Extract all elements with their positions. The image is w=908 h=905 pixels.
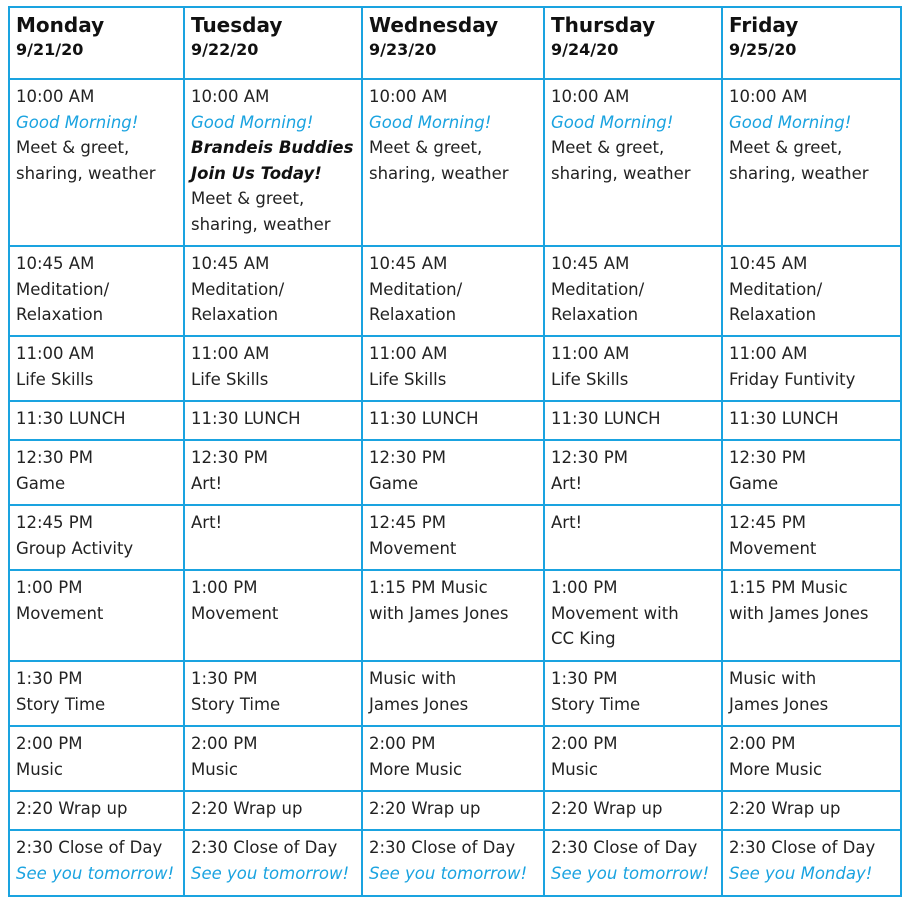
activity-text: 10:00 AM: [551, 87, 630, 106]
activity-text: Art!: [551, 513, 583, 532]
activity-text: 2:20 Wrap up: [369, 799, 481, 818]
activity-text: 2:30 Close of Day: [729, 838, 876, 857]
activity-text: 10:45 AM Meditation/ Relaxation: [191, 254, 285, 324]
day-header-friday: [722, 7, 901, 79]
highlight-text: See you tomorrow!: [551, 863, 710, 883]
schedule-cell: [9, 79, 184, 246]
schedule-cell: [544, 791, 722, 830]
activity-text: 12:30 PM Art!: [191, 448, 268, 493]
schedule-cell: [722, 336, 901, 401]
schedule-cell: [184, 246, 362, 336]
activity-text: 10:00 AM: [191, 87, 270, 106]
schedule-cell: [722, 79, 901, 246]
schedule-cell: [722, 440, 901, 505]
activity-text: 1:00 PM Movement with CC King: [551, 578, 679, 648]
activity-text: Meet & greet, sharing, weather: [191, 189, 331, 234]
highlight-text: See you tomorrow!: [191, 863, 350, 883]
activity-text: 11:00 AM Friday Funtivity: [729, 344, 856, 389]
day-name: Tuesday: [191, 13, 283, 37]
schedule-cell: [184, 570, 362, 661]
schedule-row-afternoon-activity: [9, 505, 901, 570]
activity-text: 12:45 PM Movement: [729, 513, 817, 558]
schedule-cell: [362, 440, 544, 505]
activity-text: 1:15 PM Music with James Jones: [369, 578, 509, 623]
schedule-cell: [544, 726, 722, 791]
activity-text: 12:30 PM Game: [16, 448, 93, 493]
activity-text: Meet & greet, sharing, weather: [729, 138, 869, 183]
schedule-row-music: [9, 726, 901, 791]
activity-text: Meet & greet, sharing, weather: [551, 138, 691, 183]
activity-text: 1:00 PM Movement: [16, 578, 104, 623]
highlight-text: See you tomorrow!: [369, 863, 528, 883]
schedule-cell: [544, 570, 722, 661]
activity-text: 1:00 PM Movement: [191, 578, 279, 623]
activity-text: Meet & greet, sharing, weather: [369, 138, 509, 183]
schedule-row-life-skills: [9, 336, 901, 401]
schedule-cell: [544, 336, 722, 401]
activity-text: 12:30 PM Game: [369, 448, 446, 493]
schedule-cell: [544, 830, 722, 896]
schedule-row-story-music: [9, 661, 901, 726]
activity-text: 10:45 AM Meditation/ Relaxation: [729, 254, 823, 324]
schedule-row-meditation: [9, 246, 901, 336]
schedule-cell: [362, 726, 544, 791]
schedule-cell: [544, 401, 722, 440]
schedule-cell: [184, 401, 362, 440]
activity-text: 2:20 Wrap up: [551, 799, 663, 818]
day-date: 9/21/20: [16, 40, 84, 59]
highlight-text: Good Morning!: [16, 112, 139, 132]
activity-text: 10:00 AM: [16, 87, 95, 106]
activity-text: 10:45 AM Meditation/ Relaxation: [369, 254, 463, 324]
day-name: Wednesday: [369, 13, 499, 37]
activity-text: 11:30 LUNCH: [369, 409, 479, 428]
day-name: Thursday: [551, 13, 656, 37]
schedule-cell: [362, 505, 544, 570]
schedule-cell: [184, 726, 362, 791]
schedule-cell: [184, 440, 362, 505]
schedule-cell: [362, 661, 544, 726]
schedule-cell: [9, 726, 184, 791]
schedule-cell: [9, 246, 184, 336]
schedule-cell: [362, 246, 544, 336]
schedule-cell: [9, 505, 184, 570]
day-header-monday: [9, 7, 184, 79]
day-header-wednesday: [362, 7, 544, 79]
activity-text: 2:20 Wrap up: [16, 799, 128, 818]
schedule-cell: [722, 661, 901, 726]
schedule-cell: [362, 791, 544, 830]
activity-text: 1:30 PM Story Time: [551, 669, 641, 714]
activity-text: 12:30 PM Art!: [551, 448, 628, 493]
activity-text: 1:15 PM Music with James Jones: [729, 578, 869, 623]
schedule-cell: [9, 570, 184, 661]
activity-text: 11:00 AM Life Skills: [191, 344, 270, 389]
highlight-text: Good Morning!: [729, 112, 852, 132]
schedule-row-wrap-up: [9, 791, 901, 830]
activity-text: 2:30 Close of Day: [551, 838, 698, 857]
activity-text: 2:20 Wrap up: [191, 799, 303, 818]
schedule-cell: [9, 791, 184, 830]
schedule-cell: [544, 440, 722, 505]
schedule-row-lunch: [9, 401, 901, 440]
day-date: 9/25/20: [729, 40, 797, 59]
schedule-cell: [544, 246, 722, 336]
schedule-cell: [184, 505, 362, 570]
header-row: [9, 7, 901, 79]
activity-text: 2:30 Close of Day: [16, 838, 163, 857]
schedule-row-close-of-day: [9, 830, 901, 896]
schedule-cell: [362, 830, 544, 896]
schedule-cell: [544, 79, 722, 246]
activity-text: 10:45 AM Meditation/ Relaxation: [551, 254, 645, 324]
schedule-cell: [544, 661, 722, 726]
activity-text: 2:00 PM More Music: [369, 734, 463, 779]
schedule-cell: [9, 336, 184, 401]
highlight-text: Good Morning!: [551, 112, 674, 132]
activity-text: Music with James Jones: [369, 669, 469, 714]
day-date: 9/22/20: [191, 40, 259, 59]
activity-text: 11:00 AM Life Skills: [551, 344, 630, 389]
activity-text: Music with James Jones: [729, 669, 829, 714]
activity-text: 1:30 PM Story Time: [191, 669, 281, 714]
activity-text: 11:30 LUNCH: [551, 409, 661, 428]
schedule-cell: [722, 246, 901, 336]
activity-text: 10:00 AM: [729, 87, 808, 106]
schedule-cell: [9, 440, 184, 505]
schedule-row-early-afternoon: [9, 440, 901, 505]
schedule-cell: [362, 570, 544, 661]
day-date: 9/24/20: [551, 40, 619, 59]
activity-text: 2:00 PM Music: [191, 734, 258, 779]
activity-text: 12:45 PM Movement: [369, 513, 457, 558]
activity-text: 11:00 AM Life Skills: [16, 344, 95, 389]
day-header-thursday: [544, 7, 722, 79]
activity-text: 2:00 PM Music: [16, 734, 83, 779]
activity-text: 12:45 PM Group Activity: [16, 513, 134, 558]
activity-text: Meet & greet, sharing, weather: [16, 138, 156, 183]
activity-text: 2:00 PM More Music: [729, 734, 823, 779]
schedule-row-morning-greeting: [9, 79, 901, 246]
schedule-cell: [184, 79, 362, 246]
activity-text: 11:30 LUNCH: [729, 409, 839, 428]
day-header-tuesday: [184, 7, 362, 79]
weekly-schedule-table: [8, 6, 902, 897]
highlight-text: See you tomorrow!: [16, 863, 175, 883]
activity-text: 11:30 LUNCH: [191, 409, 301, 428]
highlight-text: Good Morning!: [191, 112, 314, 132]
activity-text: 2:30 Close of Day: [191, 838, 338, 857]
schedule-cell: [184, 336, 362, 401]
highlight-text: See you Monday!: [729, 863, 873, 883]
schedule-cell: [362, 79, 544, 246]
activity-text: 1:30 PM Story Time: [16, 669, 106, 714]
schedule-cell: [9, 661, 184, 726]
activity-text: 2:00 PM Music: [551, 734, 618, 779]
schedule-cell: [9, 401, 184, 440]
day-name: Friday: [729, 13, 799, 37]
day-name: Monday: [16, 13, 105, 37]
special-note: Brandeis Buddies Join Us Today!: [191, 138, 354, 183]
schedule-cell: [9, 830, 184, 896]
schedule-cell: [362, 336, 544, 401]
activity-text: 10:45 AM Meditation/ Relaxation: [16, 254, 110, 324]
schedule-body: [9, 79, 901, 896]
activity-text: 2:20 Wrap up: [729, 799, 841, 818]
schedule-cell: [722, 726, 901, 791]
activity-text: 12:30 PM Game: [729, 448, 806, 493]
schedule-cell: [544, 505, 722, 570]
schedule-cell: [722, 505, 901, 570]
schedule-cell: [184, 661, 362, 726]
activity-text: 11:30 LUNCH: [16, 409, 126, 428]
schedule-cell: [184, 791, 362, 830]
schedule-cell: [722, 570, 901, 661]
schedule-row-movement-music: [9, 570, 901, 661]
highlight-text: Good Morning!: [369, 112, 492, 132]
schedule-cell: [184, 830, 362, 896]
activity-text: 11:00 AM Life Skills: [369, 344, 448, 389]
activity-text: Art!: [191, 513, 223, 532]
schedule-cell: [722, 830, 901, 896]
schedule-cell: [722, 401, 901, 440]
day-date: 9/23/20: [369, 40, 437, 59]
activity-text: 10:00 AM: [369, 87, 448, 106]
schedule-cell: [722, 791, 901, 830]
activity-text: 2:30 Close of Day: [369, 838, 516, 857]
schedule-cell: [362, 401, 544, 440]
